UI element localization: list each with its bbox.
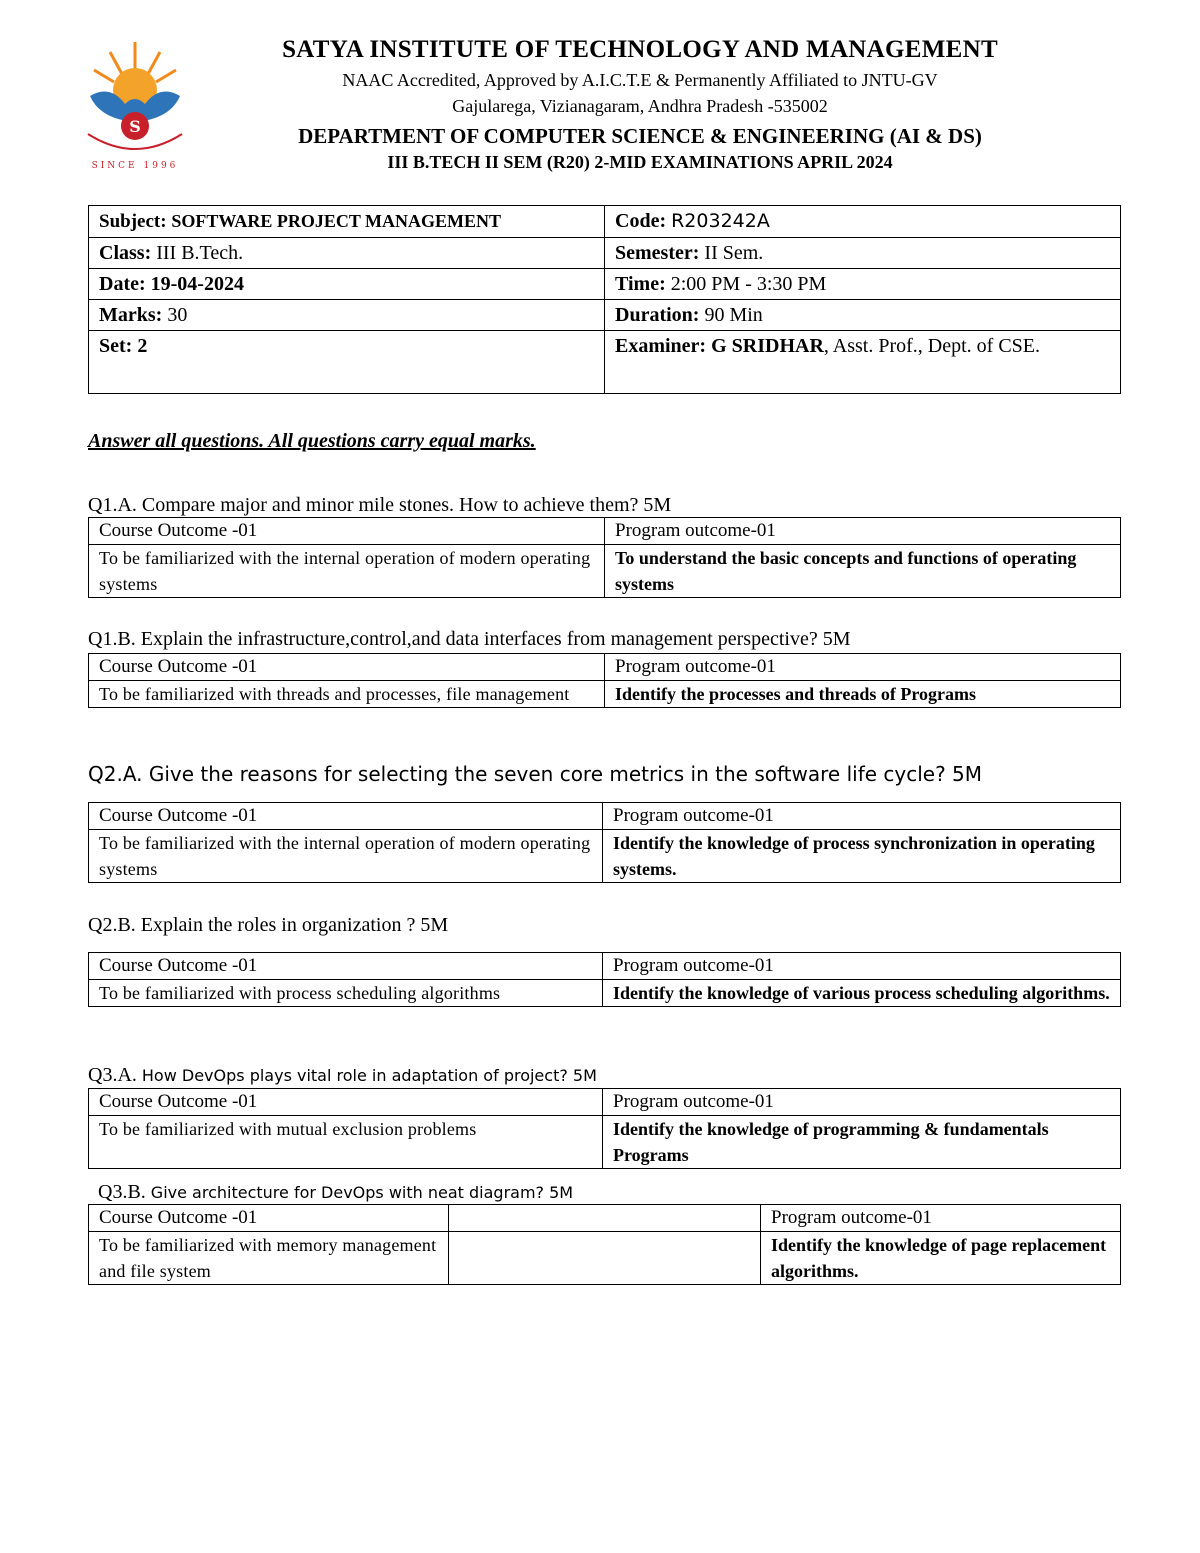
empty-cell	[449, 1205, 761, 1232]
department-name: DEPARTMENT OF COMPUTER SCIENCE & ENGINEERING (AI & DS)	[298, 124, 982, 148]
question-q1b: Q1.B. Explain the infrastructure,control,and data interfaces from management perspective? 5M	[88, 628, 851, 650]
question-q1a: Q1.A. Compare major and minor mile stones. How to achieve them? 5M	[88, 494, 672, 516]
course-outcome: To be familiarized with the internal operation of modern operating systems	[89, 830, 603, 883]
course-outcome: To be familiarized with memory management and file system	[89, 1232, 449, 1285]
accreditation-line: NAAC Accredited, Approved by A.I.C.T.E & Permanently Affiliated to JNTU-GV	[342, 70, 938, 90]
marks-cell: Marks: 30	[89, 300, 605, 331]
date-cell: Date: 19-04-2024	[89, 269, 605, 300]
address-line: Gajularega, Vizianagaram, Andhra Pradesh -535002	[452, 96, 828, 116]
semester-cell: Semester: II Sem.	[605, 238, 1121, 269]
program-outcome: To understand the basic concepts and functions of operating systems	[605, 545, 1121, 598]
course-outcome: To be familiarized with threads and processes, file management	[89, 681, 605, 708]
course-outcome: To be familiarized with process scheduling algorithms	[89, 980, 603, 1007]
question-q3b	[98, 1181, 573, 1204]
duration-cell: Duration: 90 Min	[605, 300, 1121, 331]
question-q2a: Q2.A. Give the reasons for selecting the seven core metrics in the software life cycle? 5M	[88, 762, 983, 786]
co-header: Course Outcome -01	[89, 1089, 603, 1116]
logo-since: SINCE 1996	[91, 161, 179, 171]
po-header: Program outcome-01	[603, 953, 1121, 980]
time-cell: Time: 2:00 PM - 3:30 PM	[605, 269, 1121, 300]
course-outcome: To be familiarized with the internal operation of modern operating systems	[89, 545, 605, 598]
co-header: Course Outcome -01	[89, 518, 605, 545]
question-text: Give architecture for DevOps with neat diagram? 5M	[150, 1183, 574, 1202]
program-outcome: Identify the knowledge of process synchronization in operating systems.	[603, 830, 1121, 883]
question-q3a	[88, 1064, 597, 1087]
exam-title: III B.TECH II SEM (R20) 2-MID EXAMINATIONS APRIL 2024	[387, 152, 893, 172]
po-header: Program outcome-01	[603, 803, 1121, 830]
empty-cell	[449, 1232, 761, 1285]
program-outcome: Identify the knowledge of various process scheduling algorithms.	[603, 980, 1121, 1007]
examiner-cell: Examiner: G SRIDHAR, Asst. Prof., Dept. of CSE.	[605, 331, 1121, 394]
co-header: Course Outcome -01	[89, 953, 603, 980]
code-cell: Code: R203242A	[605, 206, 1121, 238]
question-label: Q3.B.	[98, 1181, 146, 1203]
subject-cell: Subject: SOFTWARE PROJECT MANAGEMENT	[89, 206, 605, 238]
po-header: Program outcome-01	[603, 1089, 1121, 1116]
instructions: Answer all questions. All questions carry equal marks.	[88, 430, 536, 452]
question-q2b: Q2.B. Explain the roles in organization ? 5M	[88, 914, 449, 936]
class-cell: Class: III B.Tech.	[89, 238, 605, 269]
course-outcome: To be familiarized with mutual exclusion problems	[89, 1116, 603, 1169]
co-header: Course Outcome -01	[89, 1205, 449, 1232]
outcome-table-q3b	[88, 1204, 1121, 1285]
institute-logo	[80, 34, 190, 174]
outcome-table-q1a	[88, 517, 1121, 598]
program-outcome: Identify the knowledge of programming & fundamentals Programs	[603, 1116, 1121, 1169]
outcome-table-q1b	[88, 653, 1121, 708]
exam-info-table	[88, 205, 1121, 394]
program-outcome: Identify the knowledge of page replacement algorithms.	[761, 1232, 1121, 1285]
outcome-table-q2b	[88, 952, 1121, 1007]
outcome-table-q3a	[88, 1088, 1121, 1169]
po-header: Program outcome-01	[605, 654, 1121, 681]
co-header: Course Outcome -01	[89, 803, 603, 830]
question-label: Q3.A.	[88, 1064, 137, 1086]
set-cell: Set: 2	[89, 331, 605, 394]
svg-text:S: S	[129, 117, 141, 136]
institute-name: SATYA INSTITUTE OF TECHNOLOGY AND MANAGEMENT	[282, 36, 998, 63]
po-header: Program outcome-01	[761, 1205, 1121, 1232]
po-header: Program outcome-01	[605, 518, 1121, 545]
program-outcome: Identify the processes and threads of Programs	[605, 681, 1121, 708]
outcome-table-q2a	[88, 802, 1121, 883]
co-header: Course Outcome -01	[89, 654, 605, 681]
question-text: How DevOps plays vital role in adaptation of project? 5M	[141, 1066, 597, 1085]
